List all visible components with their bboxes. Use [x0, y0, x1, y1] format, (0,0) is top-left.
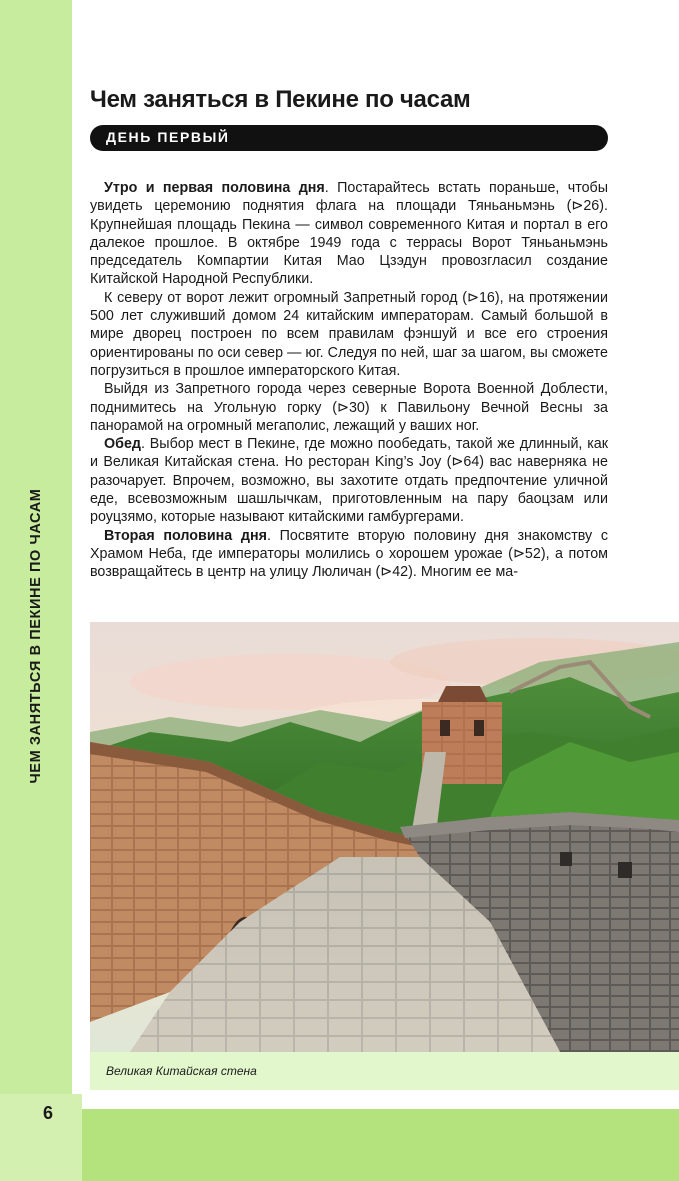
paragraph-morning: [90, 179, 608, 289]
lead-afternoon: Вторая половина дня: [104, 527, 267, 544]
photo-caption-bar: [90, 1052, 679, 1090]
paragraph-forbidden-city: К северу от ворот лежит огромный Запретный город (⊳16), на протяжении 500 лет служивший домом 24 китайским императорам. Самый большой в мире дворец построен по всем правилам фэншуй и все его строения ориентированы по оси север — юг. Следуя по ней, шаг за шагом, вы сможете погрузиться в прошлое императорского Китая.: [90, 289, 608, 379]
paragraph-lunch-text: . Выбор мест в Пекине, где можно пообедать, такой же длинный, как и Великая Китайская стена. Но ресторан King’s Joy (⊳64) вас наверняка не разочарует. Впрочем, возможно, вы захотите отдать предпочтение уличной еде, всевозможным шашлычкам, приготовленным на пару баоцзам или роуцзямо, которые называют китайскими гамбургерами.: [90, 436, 608, 526]
page-number: 6: [43, 1103, 54, 1123]
day-heading-label: ДЕНЬ ПЕРВЫЙ: [106, 129, 230, 145]
great-wall-photo: [90, 622, 679, 1052]
article-body: [90, 179, 608, 582]
footer-page-box: [0, 1094, 82, 1181]
photo-caption: Великая Китайская стена: [106, 1064, 257, 1078]
lead-morning: Утро и первая половина дня: [104, 180, 325, 196]
footer-band: [82, 1109, 679, 1181]
paragraph-morning-text: . Постарайтесь встать пораньше, чтобы увидеть церемонию поднятия флага на площади Тяньаньмэнь (⊳26). Крупнейшая площадь Пекина — символ современного Китая и портал в его далекое прошлое. В октябре 1949 года с террасы Ворот Тяньаньмэнь председатель Компартии Китая Мао Цзэдун провозгласил создание Китайской Народной Республики.: [90, 180, 609, 288]
lead-lunch: Обед: [104, 436, 141, 453]
paragraph-afternoon-text: . Посвятите вторую половину дня знакомству с Храмом Неба, где императоры молились о хорошем урожае (⊳52), а потом возвращайтесь в центр на улицу Люличан (⊳42). Многим ее ма-: [90, 527, 609, 581]
paragraph-lunch: [90, 435, 608, 526]
day-heading-bar: [90, 125, 608, 151]
page-title: Чем заняться в Пекине по часам: [90, 86, 471, 113]
paragraph-afternoon: [90, 527, 608, 582]
paragraph-coal-hill: Выйдя из Запретного города через северные Ворота Военной Доблести, поднимитесь на Угольную горку (⊳30) к Павильону Вечной Весны за панорамой на огромный мегаполис, лежащий у ваших ног.: [90, 381, 608, 434]
side-section-title: ЧЕМ ЗАНЯТЬСЯ В ПЕКИНЕ ПО ЧАСАМ: [28, 488, 44, 784]
